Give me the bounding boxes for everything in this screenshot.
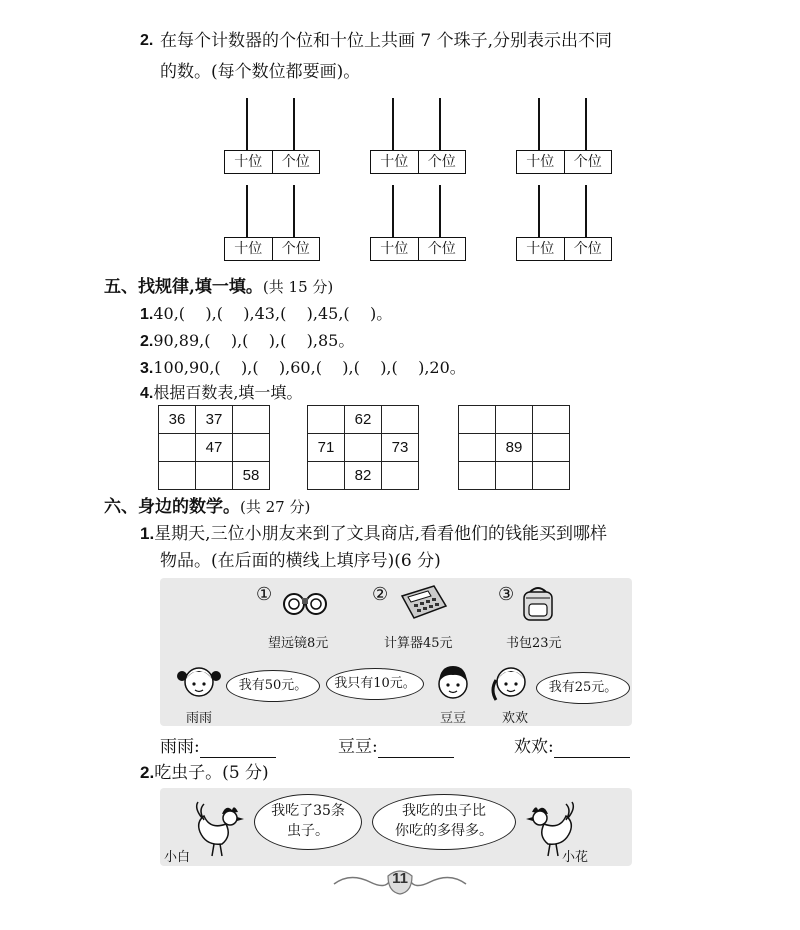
- ones-rod[interactable]: [585, 98, 587, 150]
- answer-label: 雨雨:: [160, 737, 200, 757]
- ones-rod[interactable]: [293, 98, 295, 150]
- grid-cell[interactable]: [459, 462, 496, 490]
- answer-huanhuan: [514, 736, 630, 758]
- grid-cell[interactable]: 58: [233, 462, 270, 490]
- binoculars-icon: [282, 588, 328, 618]
- boy-icon: [432, 660, 474, 706]
- section5-heading: [104, 276, 333, 298]
- section5-score: (共 15 分): [262, 278, 334, 296]
- girl-icon: [488, 660, 534, 706]
- tens-label: 十位: [380, 241, 409, 257]
- page-number: 11: [392, 870, 408, 887]
- item-number: 1.: [140, 306, 154, 323]
- rooster-name-right: 小花: [562, 850, 589, 865]
- grid-cell[interactable]: 73: [382, 434, 419, 462]
- answer-blank[interactable]: [554, 739, 630, 758]
- q2-text-line2: 的数。(每个数位都要画)。: [160, 62, 361, 82]
- grid-cell[interactable]: [382, 406, 419, 434]
- answer-yuyu: [160, 736, 276, 758]
- grid-cell[interactable]: 36: [159, 406, 196, 434]
- q2-text-line1: 在每个计数器的个位和十位上共画 7 个珠子,分别表示出不同: [160, 31, 613, 51]
- grid-cell[interactable]: [308, 462, 345, 490]
- tens-label: 十位: [526, 154, 555, 170]
- item-text: 星期天,三位小朋友来到了文具商店,看看他们的钱能买到哪样: [154, 524, 607, 544]
- tens-label: 十位: [526, 241, 555, 257]
- answer-doudou: [338, 736, 454, 758]
- item-text: 100,90,( ),( ),60,( ),( ),( ),20。: [153, 358, 466, 377]
- kid-name-1: 雨雨: [186, 711, 213, 726]
- hundred-grid-2: [307, 405, 419, 490]
- speech-bubble-1: 我有50元。: [226, 670, 320, 702]
- grid-cell[interactable]: [533, 406, 570, 434]
- section6-title: 六、身边的数学。: [104, 497, 240, 517]
- item-text: 根据百数表,填一填。: [153, 383, 303, 402]
- abacus-counter[interactable]: [516, 185, 612, 263]
- calculator-icon: [398, 582, 448, 622]
- tens-label: 十位: [234, 154, 263, 170]
- bubble-text-line1: 我吃了35条: [271, 803, 345, 819]
- item-label-2: 计算器45元: [384, 636, 453, 651]
- grid-cell[interactable]: [233, 434, 270, 462]
- grid-cell[interactable]: [382, 462, 419, 490]
- grid-cell[interactable]: [159, 434, 196, 462]
- grid-cell[interactable]: [345, 434, 382, 462]
- girl-icon: [176, 660, 222, 706]
- backpack-icon: [520, 584, 556, 622]
- grid-cell[interactable]: [459, 406, 496, 434]
- bubble-text-line1: 我吃的虫子比: [402, 803, 486, 819]
- rooster-icon: [192, 800, 248, 858]
- shop-panel: [160, 578, 632, 726]
- speech-bubble-2: 我只有10元。: [326, 668, 424, 700]
- section6-score: (共 27 分): [240, 498, 311, 516]
- answer-blank[interactable]: [378, 739, 454, 758]
- pattern-item-2: [140, 330, 354, 353]
- item-marker-3: ③: [498, 584, 515, 605]
- item-marker-1: ①: [256, 584, 273, 605]
- item-text: 90,89,( ),( ),( ),85。: [153, 331, 355, 350]
- section6-heading: [104, 496, 310, 518]
- item-number: 2.: [140, 763, 155, 782]
- ones-label: 个位: [418, 238, 466, 260]
- ones-rod[interactable]: [439, 185, 441, 237]
- abacus-counter[interactable]: [370, 98, 466, 176]
- q6-1-line1: [140, 523, 607, 545]
- tens-rod[interactable]: [246, 185, 248, 237]
- grid-cell[interactable]: 62: [345, 406, 382, 434]
- grid-cell[interactable]: [533, 462, 570, 490]
- grid-cell[interactable]: [496, 406, 533, 434]
- grid-cell[interactable]: 89: [496, 434, 533, 462]
- grid-cell[interactable]: [533, 434, 570, 462]
- item-text: 40,( ),( ),43,( ),45,( )。: [153, 304, 393, 323]
- grid-cell[interactable]: 71: [308, 434, 345, 462]
- item-number: 2.: [140, 333, 154, 350]
- tens-rod[interactable]: [392, 98, 394, 150]
- speech-bubble-3: 我有25元。: [536, 672, 630, 704]
- ones-label: 个位: [418, 151, 466, 173]
- ones-rod[interactable]: [439, 98, 441, 150]
- hundred-grid-1: [158, 405, 270, 490]
- grid-cell[interactable]: [496, 462, 533, 490]
- grid-cell[interactable]: 37: [196, 406, 233, 434]
- ones-rod[interactable]: [585, 185, 587, 237]
- item-marker-2: ②: [372, 584, 389, 605]
- kid-name-2: 豆豆: [440, 711, 467, 726]
- item-text: 吃虫子。(5 分): [154, 763, 269, 783]
- abacus-counter[interactable]: [370, 185, 466, 263]
- section5-title: 五、找规律,填一填。: [104, 277, 263, 297]
- abacus-counter[interactable]: [516, 98, 612, 176]
- answer-blank[interactable]: [200, 739, 276, 758]
- tens-rod[interactable]: [538, 98, 540, 150]
- ones-label: 个位: [564, 238, 612, 260]
- pattern-item-1: [140, 303, 392, 326]
- abacus-counter[interactable]: [224, 185, 320, 263]
- item-number: 4.: [140, 385, 154, 402]
- item-number: 1.: [140, 524, 155, 543]
- item-label-3: 书包23元: [506, 636, 562, 651]
- q2-number: 2.: [140, 32, 154, 49]
- tens-label: 十位: [380, 154, 409, 170]
- item-label-1: 望远镜8元: [268, 636, 329, 651]
- hundred-grid-3: [458, 405, 570, 490]
- bubble-text-line2: 虫子。: [287, 823, 329, 839]
- pattern-item-3: [140, 357, 466, 380]
- answer-label: 欢欢:: [514, 737, 554, 757]
- speech-bubble-xiaohua: [372, 794, 516, 850]
- item-number: 3.: [140, 360, 154, 377]
- tens-rod[interactable]: [246, 98, 248, 150]
- grid-cell[interactable]: [196, 462, 233, 490]
- kid-name-3: 欢欢: [502, 711, 529, 726]
- ones-rod[interactable]: [293, 185, 295, 237]
- grid-cell[interactable]: 47: [196, 434, 233, 462]
- pattern-item-4: [140, 382, 302, 405]
- tens-label: 十位: [234, 241, 263, 257]
- tens-rod[interactable]: [538, 185, 540, 237]
- speech-bubble-xiaobai: [254, 794, 362, 850]
- grid-cell[interactable]: 82: [345, 462, 382, 490]
- q6-1-line2: 物品。(在后面的横线上填序号)(6 分): [160, 551, 441, 571]
- grid-cell[interactable]: [308, 406, 345, 434]
- grid-cell[interactable]: [459, 434, 496, 462]
- grid-cell[interactable]: [233, 406, 270, 434]
- ones-label: 个位: [564, 151, 612, 173]
- answer-label: 豆豆:: [338, 737, 378, 757]
- bubble-text-line2: 你吃的多得多。: [395, 823, 493, 839]
- abacus-counter[interactable]: [224, 98, 320, 176]
- ones-label: 个位: [272, 151, 320, 173]
- rooster-name-left: 小白: [164, 850, 191, 865]
- ones-label: 个位: [272, 238, 320, 260]
- tens-rod[interactable]: [392, 185, 394, 237]
- grid-cell[interactable]: [159, 462, 196, 490]
- q6-2-title: [140, 762, 269, 784]
